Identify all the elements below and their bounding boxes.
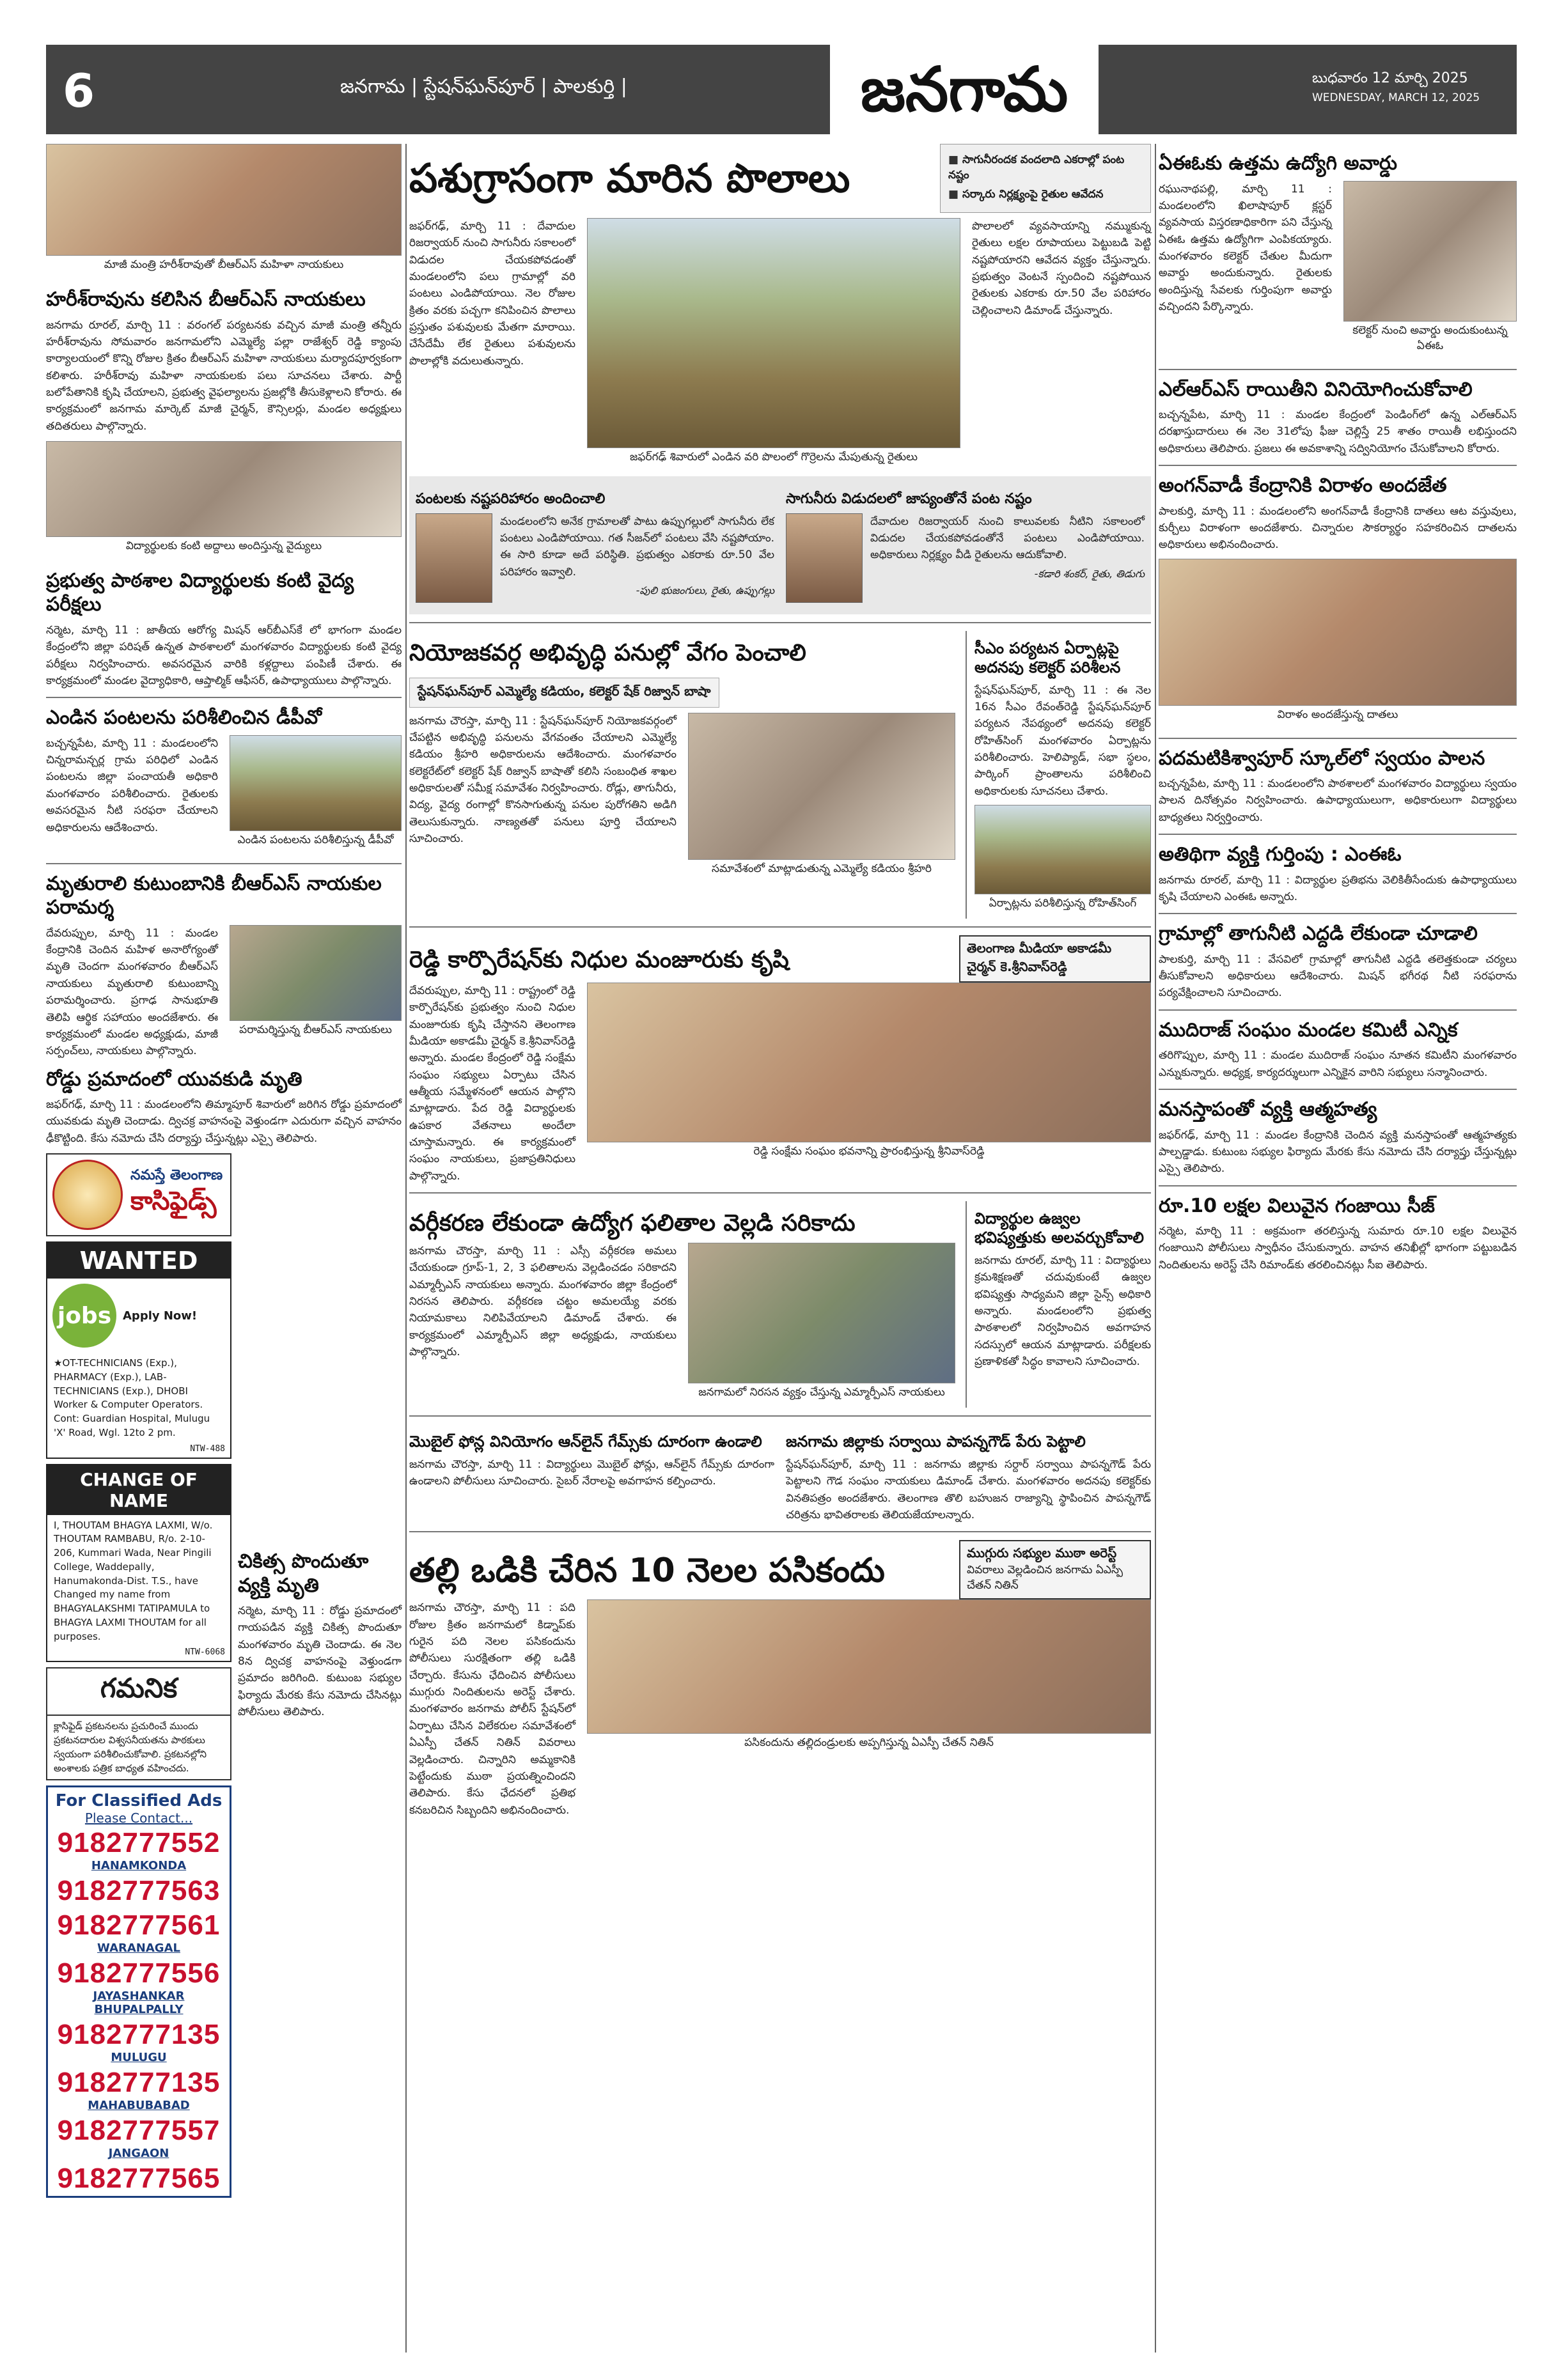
article-body: జనగామ చౌరస్తా, మార్చి 11 : విద్యార్థులు మొబైల్ ఫోన్లు, ఆన్‌లైన్ గేమ్స్‌కు దూరంగా ఉండాలని పోలీసులు సూచించారు. సైబర్ నేరాలపై అవగాహన కల్పించారు. <box>409 1458 774 1488</box>
photo-caption: విరాళం అందజేస్తున్న దాతలు <box>1277 708 1398 721</box>
headline: ఎండిన పంటలను పరిశీలించిన డీపీవో <box>46 706 322 729</box>
article-body: పొలాలలో వ్యవసాయాన్ని నమ్ముకున్న రైతులు లక్షల రూపాయలు పెట్టుబడి పెట్టి నష్టపోయారని ఆవేదన వ్యక్తం చేస్తున్నారు. ప్రభుత్వం వెంటనే స్పందించి నష్టపోయిన రైతులకు ఎకరాకు రూ.50 వేల పరిహారం చెల్లించాలని డిమాండ్ చేస్తున్నారు. <box>972 220 1151 317</box>
article-body: తరిగొప్పుల, మార్చి 11 : మండల ముదిరాజ్ సంఘం నూతన కమిటీని మంగళవారం ఎన్నుకున్నారు. అధ్యక్ష, కార్యదర్శులుగా ఎన్నికైన వారిని సభ్యులు సన్మానించారు. <box>1159 1049 1517 1079</box>
story-mrps <box>409 1201 1151 1408</box>
headline: ఎల్‌ఆర్‌ఎస్ రాయితీని వినియోగించుకోవాలి <box>1159 378 1473 401</box>
ad-wanted <box>46 1241 231 1459</box>
column-rule <box>405 144 407 2353</box>
side-story <box>966 631 1151 919</box>
contact-place: JANGAON <box>108 2147 169 2161</box>
contact-number: 9182777556 <box>57 1957 221 1989</box>
article-body: బచ్చన్నపేట, మార్చి 11 : మండలంలోని చిన్నరామన్చర్ల గ్రామ పరిధిలో ఎండిన పంటలను జిల్లా పంచాయతీ అధికారి మంగళవారం పరిశీలించారు. రైతులకు అవసరమైన నీటి సరఫరా చేయాలని అధికారులను ఆదేశించారు. <box>46 736 218 834</box>
photo-harish-meeting <box>46 144 402 256</box>
quote-box <box>786 483 1145 608</box>
divider <box>409 1531 1151 1532</box>
headline: జనగామ జిల్లాకు సర్వాయి పాపన్నగౌడ్ పేరు పెట్టాలి <box>786 1433 1086 1451</box>
ad-classifieds-banner <box>46 1153 231 1236</box>
contact-row <box>48 1908 230 1956</box>
photo-protest <box>688 1243 955 1383</box>
contact-number: 9182777552 <box>57 1827 221 1859</box>
farmer-headshot <box>786 513 863 603</box>
notice-title: గమనిక <box>47 1668 230 1716</box>
contact-place: MAHABUBABAD <box>88 2099 190 2113</box>
photo-caption: జఫర్‌గఢ్ శివారులో ఎండిన వరి పొలంలో గొర్రెలను మేపుతున్న రైతులు <box>629 451 918 463</box>
lead-headline: పశుగ్రాసంగా మారిన పొలాలు <box>409 155 850 202</box>
article-body: నర్మెట, మార్చి 11 : రోడ్డు ప్రమాదంలో గాయపడిన వ్యక్తి చికిత్స పొందుతూ మంగళవారం మృతి చెందాడు. ఈ నెల 8న ద్విచక్ర వాహనంపై వెళ్తుండగా ప్రమాదం జరిగింది. కుటుంబ సభ్యుల ఫిర్యాదు మేరకు కేసు నమోదు చేసినట్లు పోలీసులు తెలిపారు. <box>238 1605 402 1719</box>
ad-change-of-name <box>46 1464 231 1663</box>
photo-dried-crops <box>230 735 402 831</box>
photo-caption: ఏర్పాట్లను పరిశీలిస్తున్న రోహిత్‌సింగ్ <box>989 896 1137 910</box>
photo-caption: విద్యార్థులకు కంటి అద్దాలు అందిస్తున్న వైద్యులు <box>125 539 322 552</box>
article-body: జనగామ చౌరస్తా, మార్చి 11 : ఎస్సీ వర్గీకరణ అమలు చేయకుండా గ్రూప్-1, 2, 3 ఫలితాలను వెల్లడించడం సరికాదని ఎమ్మార్పీఎస్ నాయకులు అన్నారు. మంగళవారం జిల్లా కేంద్రంలో నిరసన తెలిపారు. వర్గీకరణ చట్టం అమలయ్యే వరకు నియామకాలు నిలిపివేయాలని డిమాండ్ చేశారు. ఈ కార్యక్రమంలో ఎమ్మార్పీఎస్ జిల్లా అధ్యక్షుడు, నాయకులు పాల్గొన్నారు. <box>409 1245 677 1359</box>
headline: సీఎం పర్యటన ఏర్పాట్లపై అదనపు కలెక్టర్ పరిశీలన <box>974 639 1121 676</box>
article-body: బచ్చన్నపేట, మార్చి 11 : మండలంలోని పాఠశాలలో మంగళవారం విద్యార్థులు స్వయం పాలన దినోత్సవం నిర్వహించారు. ఉపాధ్యాయులుగా, అధికారులుగా విద్యార్థులు బాధ్యతలు నిర్వర్తించారు. <box>1159 777 1517 824</box>
article-body: పాలకుర్తి, మార్చి 11 : మండలంలోని అంగన్‌వాడీ కేంద్రానికి దాతలు ఆట వస్తువులు, కుర్చీలు విరాళంగా అందజేశారు. చిన్నారుల సౌకర్యార్థం సహకరించిన దాతలను అధికారులు అభినందించారు. <box>1159 504 1517 552</box>
quote-signature: -పులి భుజంగులు, రైతు, ఉప్పుగల్లు <box>636 584 774 596</box>
story-reddy-body <box>409 983 1151 1185</box>
bullet-item: ■ సర్కారు నిర్లక్ష్యంపై రైతుల ఆవేదన <box>948 188 1143 203</box>
headline: రెడ్డి కార్పొరేషన్‌కు నిధుల మంజూరుకు కృషి <box>409 947 789 974</box>
article-body: జనగామ రూరల్, మార్చి 11 : విద్యార్థులు క్రమశిక్షణతో చదువుకుంటే ఉజ్వల భవిష్యత్తు సాధ్యమని జిల్లా సైన్స్ అధికారి అన్నారు. మండలంలోని ప్రభుత్వ పాఠశాలలో నిర్వహించిన అవగాహన సదస్సులో ఆయన మాట్లాడారు. పరీక్షలకు ప్రణాళికతో సిద్ధం కావాలని సూచించారు. <box>974 1254 1151 1369</box>
article-body: జఫర్‌గఢ్, మార్చి 11 : మండలంలోని తిమ్మాపూర్ శివారులో జరిగిన రోడ్డు ప్రమాదంలో యువకుడు మృతి చెందాడు. ద్విచక్ర వాహనంపై వెళ్తుండగా ఎదురుగా వచ్చిన వాహనం ఢీకొట్టింది. కేసు నమోదు చేసి దర్యాప్తు చేస్తున్నట్లు ఎస్సై తెలిపారు. <box>46 1098 402 1145</box>
contact-place: WARANAGAL <box>97 1941 180 1956</box>
divider <box>1159 913 1517 914</box>
contact-row <box>48 1826 230 1874</box>
quote-body: మండలంలోని అనేక గ్రామాలతో పాటు ఉప్పుగల్లులో సాగునీరు లేక పంటలు ఎండిపోయాయి. గత సీజన్‌లో పంటలు వేసి నష్టపోయాం. ఈ సారి కూడా అదే పరిస్థితి. ప్రభుత్వం ఎకరాకు రూ.50 వేల పరిహారం ఇవ్వాలి. <box>500 515 774 579</box>
left-column <box>46 144 402 2198</box>
divider <box>1159 465 1517 466</box>
side-subhead: తెలంగాణ మీడియా అకాడమీ చైర్మన్ కె.శ్రీనివాస్‌రెడ్డి <box>959 935 1151 983</box>
middle-column <box>409 144 1151 1819</box>
photo-caption: సమావేశంలో మాట్లాడుతున్న ఎమ్మెల్యే కడియం శ్రీహరి <box>712 862 932 875</box>
headline: విద్యార్థుల ఉజ్వల భవిష్యత్తుకు అలవర్చుకోవాలి <box>974 1209 1144 1247</box>
divider <box>409 1415 1151 1417</box>
date-english: WEDNESDAY, MARCH 12, 2025 <box>1312 91 1480 104</box>
quote-box <box>416 483 774 608</box>
divider <box>1159 738 1517 739</box>
photo-caption: పరామర్శిస్తున్న బీఆర్‌ఎస్ నాయకులు <box>239 1023 392 1036</box>
article-with-photo <box>46 735 402 855</box>
right-column <box>1159 144 1517 1273</box>
article-with-photo <box>1159 181 1517 361</box>
photo-review-meeting <box>688 713 955 860</box>
farmer-headshot <box>416 513 492 603</box>
ad-change-text: I, THOUTAM BHAGYA LAXMI, W/o. THOUTAM RAMBABU, R/o. 2-10-206, Kummari Wada, Near Pingili College, Waddepally, Hanumakonda-Dist. T.S., have Changed my name from BHAGYALAKSHMI TATIPAMULA to BHAGYA LAXMI THOUTAM for all purposes. <box>54 1519 213 1642</box>
ad-wanted-title: WANTED <box>47 1243 230 1279</box>
column-rule <box>1155 144 1156 2353</box>
contact-row <box>48 1956 230 2018</box>
section-places: జనగామ | స్టేషన్‌ఘన్‌పూర్ | పాలకుర్తి | <box>340 75 627 98</box>
article-body: దేవరుప్పుల, మార్చి 11 : రాష్ట్రంలో రెడ్డి కార్పొరేషన్‌కు ప్రభుత్వం నుంచి నిధుల మంజూరుకు కృషి చేస్తానని తెలంగాణ మీడియా అకాడమీ చైర్మన్ కె.శ్రీనివాస్‌రెడ్డి అన్నారు. మండల కేంద్రంలో రెడ్డి సంక్షేమ సంఘం సభ్యులు ఏర్పాటు చేసిన ఆత్మీయ సమ్మేళనంలో ఆయన పాల్గొని మాట్లాడారు. పేద రెడ్డి విద్యార్థులకు ఉపకార వేతనాలు అందేలా చూస్తామన్నారు. ఈ కార్యక్రమంలో సంఘం నాయకులు, ప్రజాప్రతినిధులు పాల్గొన్నారు. <box>409 984 575 1183</box>
article-with-photo <box>409 713 955 884</box>
contact-row <box>48 2065 230 2113</box>
contact-number: 9182777561 <box>57 1909 221 1941</box>
story-kidnap-head <box>409 1540 1151 1599</box>
contact-number: 9182777135 <box>57 2019 221 2051</box>
date-telugu: బుధవారం 12 మార్చి 2025 <box>1312 70 1468 86</box>
divider <box>46 863 402 864</box>
divider <box>409 926 1151 928</box>
contact-row <box>48 2161 230 2196</box>
divider <box>1159 1089 1517 1090</box>
jobs-logo: jobs <box>52 1284 116 1348</box>
article-with-photo <box>409 1243 955 1408</box>
photo-reddy-event <box>587 983 1151 1142</box>
story-dev-works <box>409 631 1151 919</box>
photo-condolence <box>230 925 402 1021</box>
photo-helipad-inspection <box>974 805 1151 894</box>
article-body: జనగామ రూరల్, మార్చి 11 : విద్యార్థుల ప్రతిభను వెలికితీసేందుకు ఉపాధ్యాయులు కృషి చేయాలని ఎంఈఓ అన్నారు. <box>1159 873 1517 903</box>
divider <box>46 697 402 698</box>
classified-contacts <box>46 1785 231 2198</box>
subhead-line: ముగ్గురు సభ్యుల ముఠా అరెస్ట్ <box>967 1545 1117 1561</box>
headline: ముదిరాజ్ సంఘం మండల కమిటీ ఎన్నిక <box>1159 1018 1458 1041</box>
contact-place: JAYASHANKAR BHUPALPALLY <box>93 1989 185 2017</box>
headline: రూ.10 లక్షల విలువైన గంజాయి సీజ్ <box>1159 1194 1435 1217</box>
contact-number: 9182777565 <box>57 2163 221 2195</box>
contact-row <box>48 1874 230 1908</box>
page-number: 6 <box>63 64 95 118</box>
article-body: స్టేషన్‌ఘన్‌పూర్, మార్చి 11 : ఈ నెల 16న సీఎం రేవంత్‌రెడ్డి స్టేషన్‌ఘన్‌పూర్ పర్యటన నేపథ్యంలో అదనపు కలెక్టర్ రోహిత్‌సింగ్ మంగళవారం ఏర్పాట్లను పరిశీలించారు. హెలిప్యాడ్, సభా స్థలం, పార్కింగ్ ప్రాంతాలను పరిశీలించి అధికారులకు సూచనలు చేశారు. <box>974 683 1151 798</box>
headline: హరీశ్‌రావును కలిసిన బీఆర్‌ఎస్ నాయకులు <box>46 288 366 311</box>
divider <box>1159 1009 1517 1011</box>
bullet-item: ■ సాగునీరందక వందలాది ఎకరాల్లో పంట నష్టం <box>948 153 1143 184</box>
ad-brand: నమస్తే తెలంగాణ <box>130 1167 223 1184</box>
article-body: నర్మెట, మార్చి 11 : జాతీయ ఆరోగ్య మిషన్ ఆర్‌బీఎస్‌కే లో భాగంగా మండల కేంద్రంలోని జిల్లా పరిషత్ ఉన్నత పాఠశాలలో మంగళవారం విద్యార్థులకు కంటి వైద్య పరీక్షలు నిర్వహించారు. అవసరమైన వారికి కళ్లద్దాలు పంపిణీ చేశారు. ఈ కార్యక్రమంలో మండల వైద్యాధికారి, ఆప్తాల్మిక్ ఆఫీసర్, ఉపాధ్యాయులు పాల్గొన్నారు. <box>46 623 402 687</box>
subhead-line: వివరాలు వెల్లడించిన జనగామ ఏఎస్పీ చేతన్ నితిన్ <box>967 1564 1123 1592</box>
seal-logo <box>52 1160 123 1230</box>
lead-bullets <box>940 144 1151 213</box>
divider <box>1159 834 1517 835</box>
brief-column <box>238 1153 402 2198</box>
headline: మొబైల్ ఫోన్ల వినియోగం ఆన్‌లైన్ గేమ్స్‌కు దూరంగా ఉండాలి <box>409 1433 762 1451</box>
quote-headline: సాగునీరు విడుదలలో జాప్యంతోనే పంట నష్టం <box>786 491 1032 507</box>
article-body: రఘునాథపల్లి, మార్చి 11 : మండలంలోని ఖిలాషాపూర్ క్లస్టర్ వ్యవసాయ విస్తరణాధికారిగా పని చేస్తున్న ఏఈఓ ఉత్తమ ఉద్యోగిగా ఎంపికయ్యారు. మంగళవారం కలెక్టర్ చేతుల మీదుగా అవార్డు అందుకున్నారు. రైతులకు అందిస్తున్న సేవలకు గుర్తింపుగా అవార్డు వచ్చిందని పేర్కొన్నారు. <box>1159 182 1332 313</box>
photo-caption: కలెక్టర్ నుంచి అవార్డు అందుకుంటున్న ఏఈఓ <box>1352 323 1508 352</box>
contact-row <box>48 2113 230 2161</box>
article-body: జనగామ చౌరస్తా, మార్చి 11 : స్టేషన్‌ఘన్‌పూర్ నియోజకవర్గంలో చేపట్టిన అభివృద్ధి పనులను వేగవంతం చేయాలని ఎమ్మెల్యే కడియం శ్రీహరి అధికారులను ఆదేశించారు. మంగళవారం కలెక్టరేట్‌లో కలెక్టర్ షేక్ రిజ్వాన్ బాషాతో కలిసి సంబంధిత శాఖల అధికారులతో సమీక్ష సమావేశం నిర్వహించారు. రోడ్లు, తాగునీరు, విద్య, వైద్య రంగాల్లో కొనసాగుతున్న పనుల పురోగతిని అడిగి తెలుసుకున్నారు. నాణ్యతతో పనులు పూర్తి చేయాలని సూచించారు. <box>409 714 677 845</box>
ad-code: NTW-6068 <box>185 1647 225 1658</box>
headline: చికిత్స పొందుతూ వ్యక్తి మృతి <box>238 1550 369 1597</box>
article-body: జఫర్‌గఢ్, మార్చి 11 : దేవాదుల రిజర్వాయర్ నుంచి సాగునీరు సకాలంలో విడుదల చేయకపోవడంతో మండలంలోని పలు గ్రామాల్లో వరి పంటలు ఎండిపోయాయి. నెల రోజుల క్రితం వరకు పచ్చగా కనిపించిన పొలాలు ప్రస్తుతం పశువులకు మేతగా మారాయి. చేసేదేమీ లేక రైతులు పశువులను పొలాల్లోకి వదులుతున్నారు. <box>409 220 575 368</box>
contact-place: MULUGU <box>111 2051 167 2065</box>
article-body: బచ్చన్నపేట, మార్చి 11 : మండల కేంద్రంలో పెండింగ్‌లో ఉన్న ఎల్‌ఆర్‌ఎస్ దరఖాస్తుదారులు ఈ నెల 31లోపు ఫీజు చెల్లిస్తే 25 శాతం రాయితీ లభిస్తుందని అధికారులు తెలిపారు. ప్రజలు ఈ అవకాశాన్ని సద్వినియోగం చేసుకోవాలని కోరారు. <box>1159 408 1517 455</box>
photo-caption: రెడ్డి సంక్షేమ సంఘం భవనాన్ని ప్రారంభిస్తున్న శ్రీనివాస్‌రెడ్డి <box>753 1144 985 1158</box>
quote-body: దేవాదుల రిజర్వాయర్ నుంచి కాలువలకు నీటిని సకాలంలో విడుదల చేయకపోవడంతోనే పంటలు ఎండిపోయాయి. అధికారులు నిర్లక్ష్యం వీడి రైతులను ఆదుకోవాలి. <box>870 515 1145 562</box>
ad-code: NTW-488 <box>190 1443 225 1454</box>
ad-change-title: CHANGE OF NAME <box>47 1465 230 1515</box>
headline: రోడ్డు ప్రమాదంలో యువకుడి మృతి <box>46 1068 302 1091</box>
quote-headline: పంటలకు నష్టపరిహారం అందించాలి <box>416 491 606 507</box>
headline: అతిథిగా వ్యక్తి గుర్తింపు : ఎంఈఓ <box>1159 843 1402 866</box>
story-reddy-head <box>409 935 1151 983</box>
subheadline: స్టేషన్‌ఘన్‌పూర్ ఎమ్మెల్యే కడియం, కలెక్టర్ షేక్ రిజ్వాన్ బాషా <box>409 678 719 708</box>
divider <box>1159 1185 1517 1186</box>
article-body: జఫర్‌గఢ్, మార్చి 11 : మండల కేంద్రానికి చెందిన వ్యక్తి మనస్తాపంతో ఆత్మహత్యకు పాల్పడ్డాడు. కుటుంబ సభ్యుల ఫిర్యాదు మేరకు కేసు నమోదు చేసి దర్యాప్తు చేస్తున్నట్లు ఎస్సై తెలిపారు. <box>1159 1128 1517 1176</box>
edition-brand: జనగామ <box>830 45 1099 134</box>
headline: ప్రభుత్వ పాఠశాల విద్యార్థులకు కంటి వైద్య పరీక్షలు <box>46 569 354 616</box>
article-with-photo <box>46 925 402 1060</box>
farmer-quotes <box>409 476 1151 614</box>
headline: మృతురాలి కుటుంబానికి బీఆర్‌ఎస్ నాయకుల పరామర్శ <box>46 872 382 919</box>
article-body: పాలకుర్తి, మార్చి 11 : వేసవిలో గ్రామాల్లో తాగునీటి ఎద్దడి తలెత్తకుండా చర్యలు తీసుకోవాలని అధికారులు ఆదేశించారు. మిషన్ భగీరథ నీటి సరఫరాను పర్యవేక్షించాలని సూచించారు. <box>1159 953 1517 1000</box>
contact-number: 9182777563 <box>57 1875 221 1907</box>
article-body: జనగామ చౌరస్తా, మార్చి 11 : పది రోజుల క్రితం జనగామలో కిడ్నాప్‌కు గురైన పది నెలల పసికందును పోలీసులు సురక్షితంగా తల్లి ఒడికి చేర్చారు. కేసును ఛేదించిన పోలీసులు ముగ్గురు నిందితులను అరెస్ట్ చేశారు. మంగళవారం జనగామ పోలీస్ స్టేషన్‌లో ఏర్పాటు చేసిన విలేకరుల సమావేశంలో ఏఎస్పీ చేతన్ నితిన్ వివరాలు వెల్లడించారు. చిన్నారిని అమ్మకానికి పెట్టేందుకు ముఠా ప్రయత్నించిందని తెలిపారు. కేసు ఛేదనలో ప్రతిభ కనబరిచిన సిబ్బందిని అభినందించారు. <box>409 1601 575 1817</box>
headline: ఏఈఓకు ఉత్తమ ఉద్యోగి అవార్డు <box>1159 152 1398 175</box>
divider <box>1159 369 1517 370</box>
photo-caption: మాజీ మంత్రి హరీశ్‌రావుతో బీఆర్‌ఎస్ మహిళా నాయకులు <box>104 258 344 271</box>
jobs-apply: Apply Now! <box>123 1309 198 1323</box>
notice-text: క్లాసిఫైడ్ ప్రకటనలను ప్రచురించే ముందు ప్రకటనదారుల విశ్వసనీయతను పాఠకులు స్వయంగా పరిశీలించుకోవాలి. ప్రకటనల్లోని అంశాలకు పత్రిక బాధ్యత వహించదు. <box>54 1720 207 1774</box>
contact-row <box>48 2018 230 2065</box>
headline: పదమటికిశ్వాపూర్ స్కూల్‌లో స్వయం పాలన <box>1159 747 1485 770</box>
photo-baby-handover <box>587 1599 1151 1734</box>
photo-award <box>1343 181 1517 322</box>
ad-title: కాసిఫైడ్స్ <box>130 1186 217 1217</box>
ads-and-brief <box>46 1153 402 2198</box>
contact-number: 9182777135 <box>57 2067 221 2099</box>
headline: గ్రామాల్లో తాగునీటి ఎద్దడి లేకుండా చూడాలి <box>1159 922 1478 945</box>
story-kidnap-body <box>409 1599 1151 1818</box>
article-body: దేవరుప్పుల, మార్చి 11 : మండల కేంద్రానికి చెందిన మహిళ అనారోగ్యంతో మృతి చెందగా మంగళవారం బీఆర్‌ఎస్ నాయకులు మృతురాలి కుటుంబాన్ని పరామర్శించారు. ప్రగాఢ సానుభూతి తెలిపి ఆర్థిక సహాయం అందజేశారు. ఈ కార్యక్రమంలో మండల అధ్యక్షుడు, మాజీ సర్పంచ్‌లు, నాయకులు పాల్గొన్నారు. <box>46 926 218 1058</box>
headline: అంగన్‌వాడీ కేంద్రానికి విరాళం అందజేత <box>1159 474 1447 497</box>
divider <box>409 1192 1151 1194</box>
headline: నియోజకవర్గ అభివృద్ధి పనుల్లో వేగం పెంచాలి <box>409 639 806 666</box>
photo-dried-paddy-sheep <box>587 218 960 448</box>
photo-anganwadi <box>1159 559 1517 706</box>
article-body: జనగామ రూరల్, మార్చి 11 : వరంగల్ పర్యటనకు వచ్చిన మాజీ మంత్రి తన్నీరు హరీశ్‌రావును సోమవారం జనగామలోని ఎమ్మెల్యే పల్లా రాజేశ్వర్ రెడ్డి క్యాంపు కార్యాలయంలో కొన్ని రోజుల క్రితం బీఆర్‌ఎస్ మహిళా నాయకులు మర్యాదపూర్వకంగా కలిశారు. హరీశ్‌రావు మహిళా నాయకులకు పలు సూచనలు చేశారు. పార్టీ బలోపేతానికి కృషి చేయాలని, ప్రభుత్వ వైఫల్యాలను ప్రజల్లోకి తీసుకెళ్లాలని కోరారు. ఈ కార్యక్రమంలో జనగామ మార్కెట్ మాజీ చైర్మన్, కౌన్సిలర్లు, మండల అధ్యక్షులు తదితరులు పాల్గొన్నారు. <box>46 318 402 433</box>
photo-caption: ఎండిన పంటలను పరిశీలిస్తున్న డీపీవో <box>237 833 394 846</box>
side-story <box>966 1201 1151 1408</box>
ad-jobs <box>47 1279 230 1353</box>
headline: తల్లి ఒడికి చేరిన 10 నెలల పసికందు <box>409 1552 885 1591</box>
headline: మనస్తాపంతో వ్యక్తి ఆత్మహత్య <box>1159 1098 1377 1121</box>
contact-place: HANAMKONDA <box>91 1859 187 1873</box>
ad-wanted-text: ★OT-TECHNICIANS (Exp.), PHARMACY (Exp.), LAB-TECHNICIANS (Exp.), DHOBI Worker & Computer Operators. Cont: Guardian Hospital, Mulugu 'X' Road, Wgl. 12to 2 pm. <box>54 1357 210 1438</box>
notice-box <box>46 1667 231 1780</box>
quote-signature: -కడారి శంకర్, రైతు, తిడుగు <box>1034 567 1145 580</box>
classified-sub: Please Contact... <box>84 1810 193 1826</box>
article-body: నర్మెట, మార్చి 11 : అక్రమంగా తరలిస్తున్న సుమారు రూ.10 లక్షల విలువైన గంజాయిని పోలీసులు స్వాధీనం చేసుకున్నారు. వాహన తనిఖీల్లో భాగంగా పట్టుబడిన నిందితులను అరెస్ట్ చేసి రిమాండ్‌కు తరలించినట్లు సీఐ తెలిపారు. <box>1159 1225 1517 1272</box>
photo-caption: పసికందును తల్లిదండ్రులకు అప్పగిస్తున్న ఏఎస్పీ చేతన్ నితిన్ <box>744 1736 994 1750</box>
masthead <box>46 45 1517 134</box>
classified-title: For Classified Ads <box>55 1791 223 1811</box>
headline: వర్గీకరణ లేకుండా ఉద్యోగ ఫలితాల వెల్లడి సరికాదు <box>409 1210 856 1237</box>
side-subhead <box>959 1540 1151 1599</box>
divider <box>409 622 1151 623</box>
lead-body <box>409 218 1151 472</box>
ads-stack <box>46 1153 231 2198</box>
contact-number: 9182777557 <box>57 2115 221 2147</box>
story-pair <box>409 1424 1151 1523</box>
article-body: స్టేషన్‌ఘన్‌పూర్, మార్చి 11 : జనగామ జిల్లాకు సర్దార్ సర్వాయి పాపన్నగౌడ్ పేరు పెట్టాలని గౌడ సంఘం నాయకులు డిమాండ్ చేశారు. మంగళవారం అదనపు కలెక్టర్‌కు వినతిపత్రం అందజేశారు. తెలంగాణ తొలి బహుజన రాజ్యాన్ని స్థాపించిన పాపన్నగౌడ్ చరిత్రను భావితరాలకు తెలియజేయాలన్నారు. <box>786 1458 1151 1522</box>
contact-list <box>48 1826 230 2196</box>
photo-caption: జనగామలో నిరసన వ్యక్తం చేస్తున్న ఎమ్మార్పీఎస్ నాయకులు <box>698 1386 945 1399</box>
dateline <box>1312 69 1480 107</box>
lead-head <box>409 144 1151 213</box>
photo-eye-camp <box>46 441 402 537</box>
